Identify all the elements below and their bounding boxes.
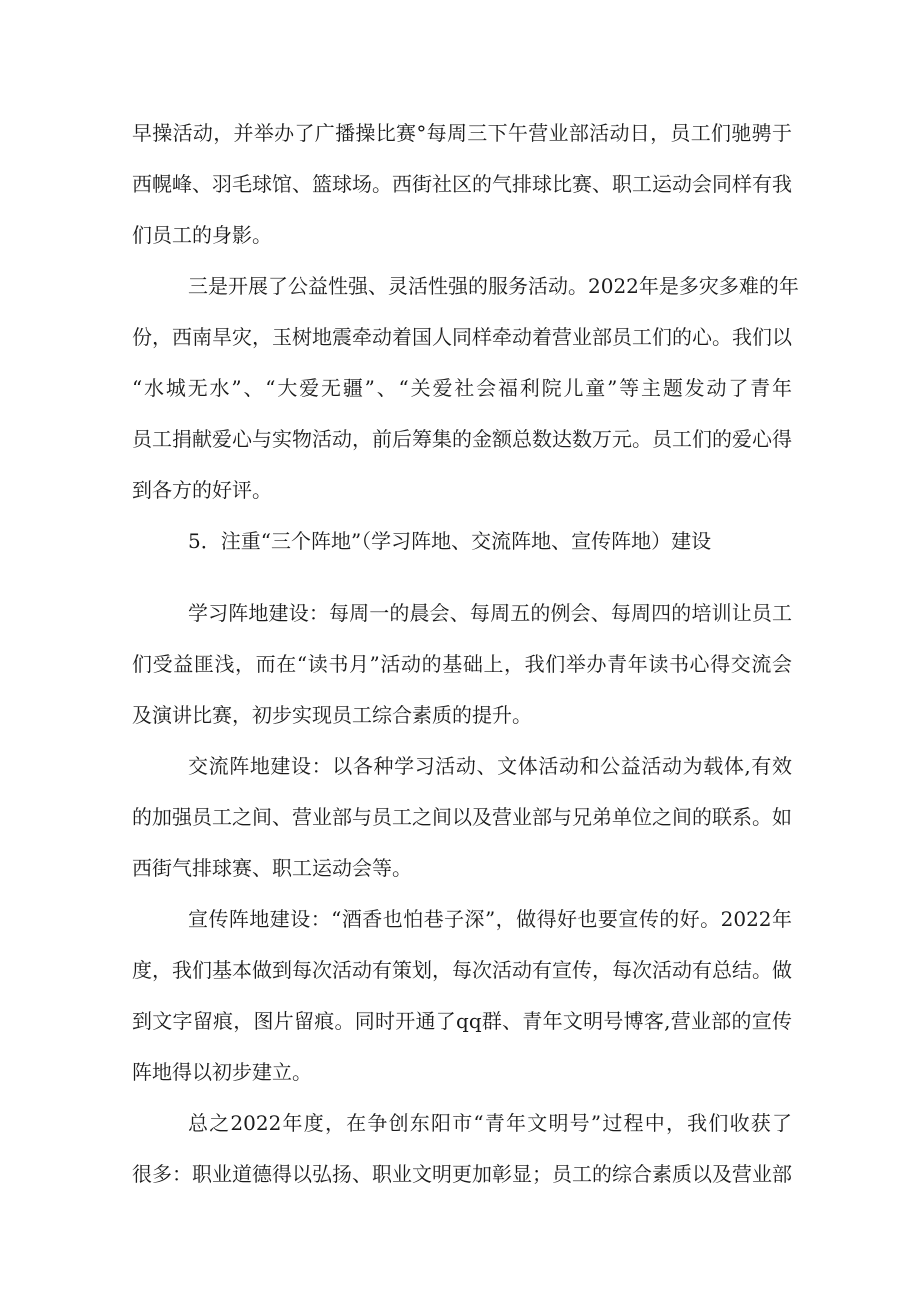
paragraph-line: 很多：职业道德得以弘扬、职业文明更加彰显；员工的综合素质以及营业部 (132, 1162, 792, 1186)
paragraph-line: 西街气排球赛、职工运动会等。 (132, 856, 412, 880)
paragraph-line: 西幌峰、羽毛球馆、篮球场。西街社区的气排球比赛、职工运动会同样有我 (132, 172, 792, 196)
paragraph-line: 员工捐献爱心与实物活动，前后筹集的金额总数达数万元。员工们的爱心得 (132, 427, 792, 451)
paragraph-line: 阵地得以初步建立。 (132, 1060, 312, 1084)
paragraph-line: 总之2022年度，在争创东阳市“青年文明号”过程中，我们收获了 (188, 1111, 792, 1135)
paragraph-line: 早操活动，并举办了广播操比赛°每周三下午营业部活动日，员工们驰骋于 (132, 121, 792, 145)
paragraph-line: 到各方的好评。 (132, 478, 272, 502)
paragraph-line: 们受益匪浅，而在“读书月”活动的基础上，我们举办青年读书心得交流会 (132, 652, 792, 676)
paragraph-line: “水城无水”、“大爱无疆”、“关爱社会福利院儿童”等主题发动了青年 (132, 376, 792, 400)
paragraph-line: 的加强员工之间、营业部与员工之间以及营业部与兄弟单位之间的联系。如 (132, 805, 792, 829)
paragraph-line: 们员工的身影。 (132, 223, 272, 247)
paragraph-line: 三是开展了公益性强、灵活性强的服务活动。2022年是多灾多难的年 (188, 274, 799, 298)
paragraph-line: 及演讲比赛，初步实现员工综合素质的提升。 (132, 703, 532, 727)
paragraph-line: 份，西南旱灾，玉树地震牵动着国人同样牵动着营业部员工们的心。我们以 (132, 325, 792, 349)
paragraph-line: 到文字留痕，图片留痕。同时开通了qq群、青年文明号博客,营业部的宣传 (132, 1009, 792, 1033)
paragraph-line: 度，我们基本做到每次活动有策划，每次活动有宣传，每次活动有总结。做 (132, 958, 792, 982)
section-heading: 5．注重“三个阵地”（学习阵地、交流阵地、宣传阵地）建设 (188, 529, 712, 553)
paragraph-line: 学习阵地建设：每周一的晨会、每周五的例会、每周四的培训让员工 (188, 601, 792, 625)
paragraph-line: 宣传阵地建设：“酒香也怕巷子深”，做得好也要宣传的好。2022年 (188, 907, 792, 931)
paragraph-line: 交流阵地建设：以各种学习活动、文体活动和公益活动为载体,有效 (188, 754, 792, 778)
